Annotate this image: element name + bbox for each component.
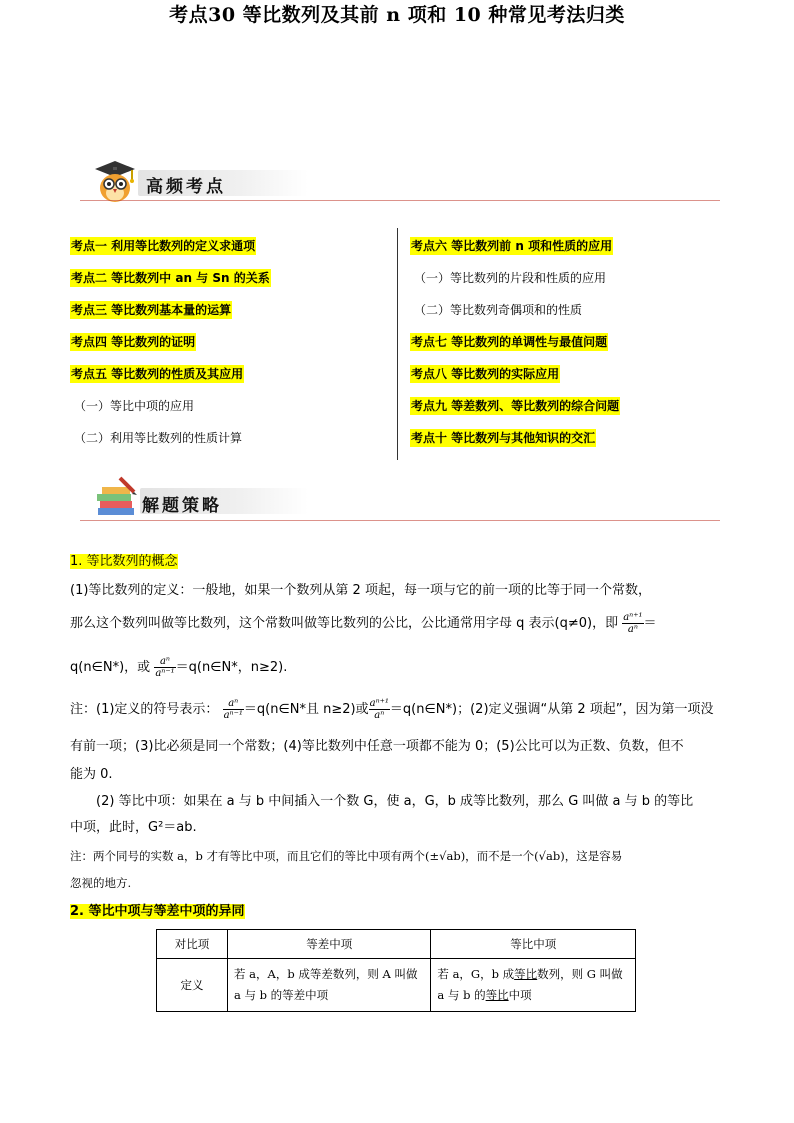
para-definition-3: q(n∈N*)，或 $\frac{\text{aⁿ}}{\text{aⁿ⁻¹}}$ ＝q(n∈N*，n≥2). bbox=[70, 656, 288, 679]
toc-item[interactable]: 考点二 等比数列中 an 与 Sn 的关系 bbox=[71, 271, 270, 285]
fraction: $\frac{\text{aⁿ}}{\text{aⁿ⁻¹}}$ bbox=[155, 656, 175, 679]
heading-compare: 2. 等比中项与等差中项的异同 bbox=[70, 904, 245, 919]
table-cell-arithmetic: 若 a，A，b 成等差数列，则 A 叫做 a 与 b 的等差中项 bbox=[228, 959, 431, 1012]
banner-high-frequency bbox=[80, 158, 720, 208]
scholar-owl-icon bbox=[92, 158, 138, 204]
page-title: 考点30 等比数列及其前 n 项和 10 种常见考法归类 bbox=[169, 4, 625, 26]
banner-label: 解题策略 bbox=[142, 496, 222, 516]
note-geometric-mean-1: 注：两个同号的实数 a，b 才有等比中项，而且它们的等比中项有两个(±√ab)，而不是一个(√ab)，这是容易 bbox=[70, 849, 623, 863]
toc-divider bbox=[397, 228, 398, 460]
para-definition-1: (1)等比数列的定义：一般地，如果一个数列从第 2 项起，每一项与它的前一项的比等于同一个常数， bbox=[70, 583, 651, 598]
toc-item[interactable]: 考点七 等比数列的单调性与最值问题 bbox=[411, 335, 608, 349]
toc-item[interactable]: 考点九 等差数列、等比数列的综合问题 bbox=[411, 399, 620, 413]
note-definition-3: 能为 0. bbox=[70, 767, 113, 782]
toc-item[interactable]: 考点八 等比数列的实际应用 bbox=[411, 367, 560, 381]
table-row-label: 定义 bbox=[157, 959, 228, 1012]
note-definition: 注：(1)定义的符号表示： $\frac{\text{aⁿ}}{\text{aⁿ⁻¹}}$ ＝q(n∈N*且 n≥2)或 $\frac{\text{aⁿ⁺¹}}{\text{aⁿ}}$ ＝q(n∈N*)；(2)定义强调“从第 2 项起”，因为第一项没 bbox=[70, 698, 714, 721]
table-header-cell: 对比项 bbox=[157, 930, 228, 959]
toc-item[interactable]: （二）等比数列奇偶项和的性质 bbox=[414, 303, 583, 317]
table-header-cell: 等差中项 bbox=[228, 930, 431, 959]
toc-item[interactable]: （一）等比中项的应用 bbox=[74, 399, 195, 413]
comparison-table bbox=[156, 929, 636, 1012]
note-geometric-mean-2: 忽视的地方. bbox=[70, 876, 132, 890]
toc-item[interactable]: 考点十 等比数列与其他知识的交汇 bbox=[411, 431, 596, 445]
toc-item[interactable]: （一）等比数列的片段和性质的应用 bbox=[414, 271, 607, 285]
banner-strategy bbox=[80, 474, 720, 524]
toc-item[interactable]: 考点五 等比数列的性质及其应用 bbox=[71, 367, 244, 381]
para-geometric-mean-2: 中项，此时，G²＝ab. bbox=[70, 820, 197, 835]
table-row bbox=[157, 959, 636, 1012]
table-header-row bbox=[157, 930, 636, 959]
para-geometric-mean-1: (2) 等比中项：如果在 a 与 b 中间插入一个数 G，使 a，G，b 成等比数列，那么 G 叫做 a 与 b 的等比 bbox=[96, 794, 694, 809]
toc-item[interactable]: 考点六 等比数列前 n 项和性质的应用 bbox=[411, 239, 613, 253]
toc-item[interactable]: （二）利用等比数列的性质计算 bbox=[74, 431, 243, 445]
toc-item[interactable]: 考点三 等比数列基本量的运算 bbox=[71, 303, 232, 317]
heading-concept: 1. 等比数列的概念 bbox=[70, 554, 178, 569]
para-definition-2: 那么这个数列叫做等比数列，这个常数叫做等比数列的公比，公比通常用字母 q 表示(q≠0)，即 $\frac{\text{aⁿ⁺¹}}{\text{aⁿ}}$ ＝ bbox=[70, 612, 657, 635]
fraction: $\frac{\text{aⁿ⁺¹}}{\text{aⁿ}}$ bbox=[623, 612, 643, 635]
toc-item[interactable]: 考点一 利用等比数列的定义求通项 bbox=[71, 239, 256, 253]
banner-label: 高频考点 bbox=[146, 177, 226, 197]
fraction: $\frac{\text{aⁿ}}{\text{aⁿ⁻¹}}$ bbox=[223, 698, 243, 721]
table-cell-geometric: 若 a，G，b 成等比数列，则 G 叫做 a 与 b 的等比中项 bbox=[431, 959, 636, 1012]
table-header-cell: 等比中项 bbox=[431, 930, 636, 959]
books-pencil-icon bbox=[94, 474, 140, 520]
note-definition-2: 有前一项；(3)比必须是同一个常数；(4)等比数列中任意一项都不能为 0；(5)公比可以为正数、负数，但不 bbox=[70, 739, 684, 754]
fraction: $\frac{\text{aⁿ⁺¹}}{\text{aⁿ}}$ bbox=[369, 698, 389, 721]
toc-item[interactable]: 考点四 等比数列的证明 bbox=[71, 335, 196, 349]
